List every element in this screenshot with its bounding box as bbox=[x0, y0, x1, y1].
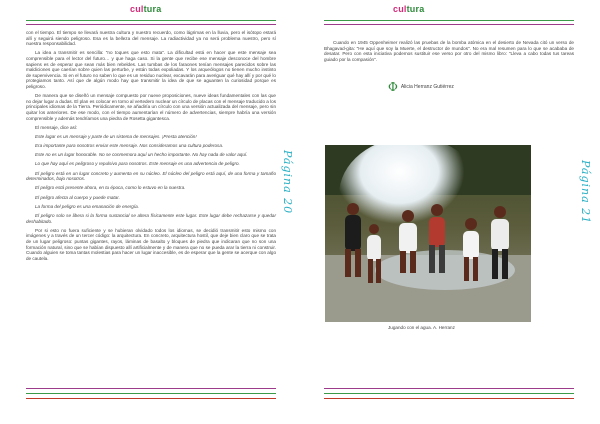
phi-logo-icon: Φ bbox=[388, 80, 398, 94]
paragraph: con el tiempo. El tiempo se llevará nuestra cultura y nuestro recuerdo, como lágrimas en la lluvia, pero el isótopo estará allí y seguirá siendo peligroso. Esa es la belleza del mensaje. La radiactividad ya no será problema nuestro, pero sí nuestra responsabilidad. bbox=[26, 30, 276, 47]
paragraph: De manera que se diseñó un mensaje compuesto por nueve proposiciones, nueve ideas fundamentales con las que no dejar lugar a dudas. El plan es colocar en torno al vertedero nuclear un círculo de placas con el mensaje traducido a los principales idiomas de la Tierra. Periódicamente, se añadiría un círculo con una versión actualizada del mensaje, pero sin quitar los anteriores. De ese modo, con el tiempo aumentarían el número de advertencias, siempre habría una versión comprensible y además tendríamos una piedra de Rosetta gigantesca. bbox=[26, 93, 276, 121]
page-number: Página 20 bbox=[281, 150, 294, 215]
footer-rule bbox=[26, 388, 276, 389]
message-line: El peligro está presente ahora, en tu época, como lo estuvo en la nuestra. bbox=[35, 185, 186, 191]
paragraph: Por si esto no fuera suficiente y se hubieran olvidado todos los idiomas, se decidió transmitir esto mismo con imágenes y a través de un tercer código: la arquitectura. En concreto, arquitectura hostil, que deje bien claro que se trata de un lugar peligroso: puntas gigantes, rayos, láminas de basalto y bloques de piedra que indicaran que no son una formación natural, sino que se habían dispuesto allí artificialmente y de manera que no se pueda arar la tierra ni construir. Cuando alguien se toma tantas molestias para hacer un lugar inaccesible, es de esperar que la gente se acerque con algo de cautela. bbox=[26, 227, 276, 261]
message-line: Era importante para nosotros enviar este mensaje. Nos consideramos una cultura poderosa. bbox=[35, 143, 224, 149]
footer-rule-tertiary bbox=[26, 398, 276, 399]
article-photo bbox=[325, 145, 531, 322]
header-rule bbox=[26, 20, 276, 21]
paragraph: La idea a transmitir es sencilla: "no toques que esto mata". La dificultad está en hacer que este mensaje sea comprensible para el lector del futuro… y que haga caso. Si la gente que recibe ese mensaje desconoce del hombre sapiens es de esperar que sean más bien rebeldes. Las tumbas de los faraones tenían mensajes parecidos sobre las maldiciones que caerían sobre quien las perturbe, y están todas expoliadas. Y los arqueólogos no tienen mucho instinto de supervivencia. Si en el futuro no saben lo que es un residuo nuclear, excavarán para averiguar qué hay allí y por qué lo protegiamos tanto. Así que de algún modo hay que transmitir la idea de que se aguanten la curiosidad porque es peligroso. bbox=[26, 50, 276, 89]
culture-logo: cultura bbox=[393, 4, 425, 14]
footer-rule bbox=[324, 388, 574, 389]
message-line: El peligro está en un lugar concreto y aumenta en su núcleo. El núcleo del peligro está aquí, de una forma y tamaño determinados, bajo nosotros. bbox=[26, 170, 276, 182]
culture-logo: cultura bbox=[130, 4, 162, 14]
message-line: El peligro solo se libera si la forma sustancial se altera físicamente este lugar. Este lugar debe rechazarse y quedar deshabitado. bbox=[26, 212, 276, 224]
message-line: Lo que hay aquí es peligroso y repulsivo para nosotros. Este mensaje es una advertencia de peligro. bbox=[35, 161, 240, 167]
paragraph: El mensaje, dice así: bbox=[35, 124, 78, 130]
right-page bbox=[300, 0, 600, 424]
message-line: Este no es un lugar honorable. No se conmemora aquí un hecho importante. No hay nada de valor aquí. bbox=[35, 152, 248, 158]
article-body bbox=[26, 30, 276, 265]
header-rule-secondary bbox=[324, 24, 574, 25]
paragraph: Cuando en 1945 Oppenheimer realizó las pruebas de la bomba atómica en el desierto de Nevada citó un verso de Bhagavad-gita: "He aquí que soy la Muerte, el destructor de mundos". No era mal resumen para lo que se acababa de desatar. Pero con esta iniciativa podemos sustituir ese verso por otro del mismo libro: "Lleva a cabo todas tus tareas guiado por la compasión". bbox=[324, 40, 574, 62]
footer-rule-tertiary bbox=[324, 398, 574, 399]
header-rule bbox=[324, 20, 574, 21]
header-rule-secondary bbox=[26, 24, 276, 25]
author-name: Alicia Herranz Gutiérrez bbox=[400, 84, 454, 90]
children-playing-water-image bbox=[325, 145, 531, 322]
footer-rule-secondary bbox=[324, 393, 574, 394]
article-ending bbox=[324, 40, 574, 66]
author-signature bbox=[388, 82, 454, 92]
photo-caption: Jugando con el agua. A. Herranz bbox=[388, 325, 455, 330]
footer-rule-secondary bbox=[26, 393, 276, 394]
message-line: El peligro afecta al cuerpo y puede matar. bbox=[35, 194, 120, 200]
message-line: Este lugar es un mensaje y parte de un sistema de mensajes. ¡Presta atención! bbox=[35, 133, 197, 139]
page-number: Página 21 bbox=[579, 160, 592, 225]
message-line: La forma del peligro es una emanación de energía. bbox=[35, 203, 139, 209]
